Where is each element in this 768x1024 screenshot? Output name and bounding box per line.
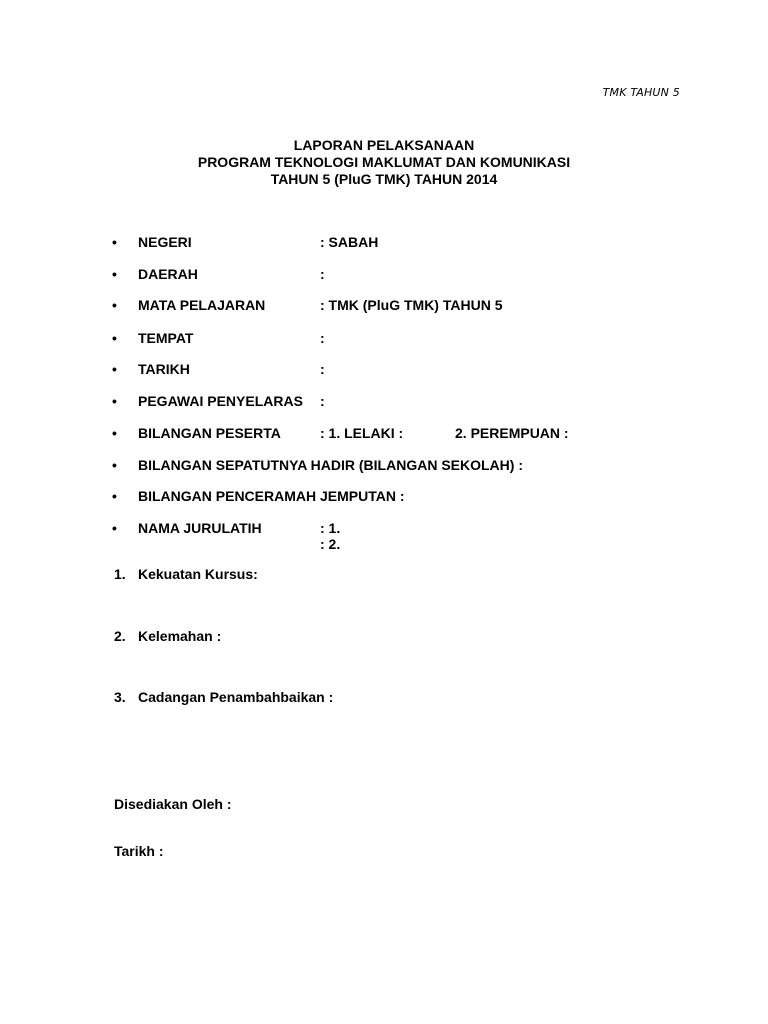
field-label: MATA PELAJARAN (138, 297, 266, 313)
section-title: Cadangan Penambahbaikan : (138, 689, 334, 705)
field-value: : (320, 266, 325, 282)
field-label: BILANGAN SEPATUTNYA HADIR (BILANGAN SEKOLAH) : (138, 457, 523, 473)
field-value-line-2: : 2. (320, 536, 341, 552)
field-value: : (320, 330, 325, 346)
date-label: Tarikh : (114, 843, 164, 859)
header-tag: TMK TAHUN 5 (602, 86, 680, 99)
bullet-icon: • (112, 234, 117, 250)
field-label: TARIKH (138, 361, 190, 377)
field-value: : 1. (320, 520, 341, 536)
document-title (0, 137, 768, 188)
prepared-by-label: Disediakan Oleh : (114, 796, 232, 812)
field-value: : (320, 393, 325, 409)
section-number: 2. (114, 628, 126, 644)
field-label: PEGAWAI PENYELARAS (138, 393, 303, 409)
field-value: : SABAH (320, 234, 379, 250)
bullet-icon: • (112, 425, 117, 441)
field-value: : 1. LELAKI : (320, 425, 404, 441)
section-title: Kelemahan : (138, 628, 222, 644)
field-label: BILANGAN PESERTA (138, 425, 281, 441)
bullet-icon: • (112, 393, 117, 409)
field-value-perempuan: 2. PEREMPUAN : (455, 425, 569, 441)
field-label: TEMPAT (138, 330, 194, 346)
field-label: DAERAH (138, 266, 198, 282)
bullet-icon: • (112, 457, 117, 473)
field-value: : (320, 361, 325, 377)
section-title: Kekuatan Kursus: (138, 566, 258, 582)
field-label: NEGERI (138, 234, 192, 250)
bullet-icon: • (112, 266, 117, 282)
section-number: 3. (114, 689, 126, 705)
section-number: 1. (114, 566, 126, 582)
field-label: BILANGAN PENCERAMAH JEMPUTAN : (138, 488, 405, 504)
title-line-2: PROGRAM TEKNOLOGI MAKLUMAT DAN KOMUNIKASI (197, 154, 571, 170)
bullet-icon: • (112, 488, 117, 504)
title-line-1: LAPORAN PELAKSANAAN (293, 137, 475, 153)
bullet-icon: • (112, 330, 117, 346)
bullet-icon: • (112, 297, 117, 313)
field-value: : TMK (PluG TMK) TAHUN 5 (320, 297, 503, 313)
bullet-icon: • (112, 520, 117, 536)
title-line-3: TAHUN 5 (PluG TMK) TAHUN 2014 (270, 171, 498, 187)
field-label: NAMA JURULATIH (138, 520, 262, 536)
bullet-icon: • (112, 361, 117, 377)
